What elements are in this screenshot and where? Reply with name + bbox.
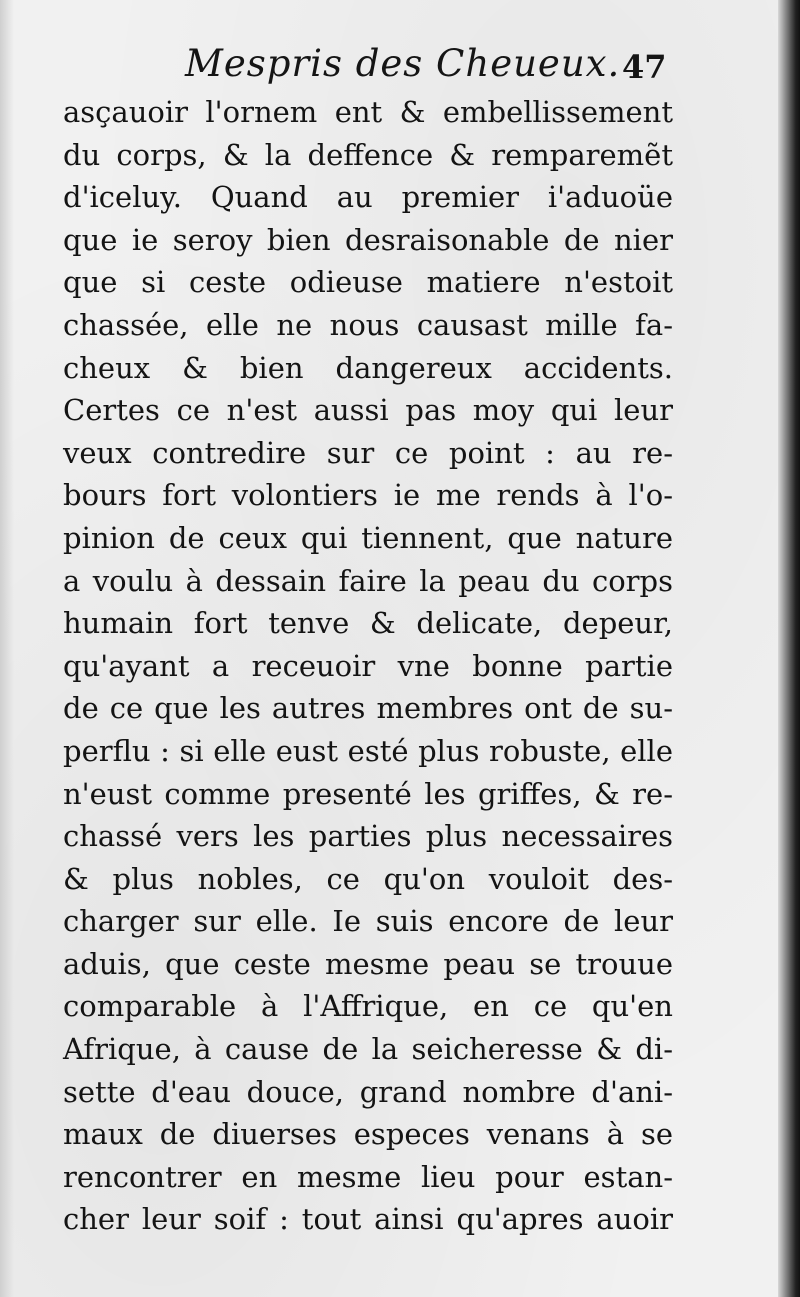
text-line: humain fort tenve & delicate, depeur, [63, 606, 673, 641]
text-line: asçauoir l'ornem ent & embellissement [63, 95, 673, 129]
text-line: qu'ayant a receuoir vne bonne partie [63, 648, 673, 683]
text-line: perflu : si elle eust esté plus robuste, elle [63, 733, 673, 768]
text-line: comparable à l'Affrique, en ce qu'en [63, 989, 673, 1024]
binding-gutter [778, 0, 800, 1297]
text-line: & plus nobles, ce qu'on vouloit des- [63, 861, 673, 896]
text-line: de ce que les autres membres ont de su- [63, 691, 673, 726]
text-line: pinion de ceux qui tiennent, que nature [63, 520, 673, 555]
text-line: maux de diuerses especes venans à se [63, 1117, 673, 1152]
text-line: d'iceluy. Quand au premier i'aduoüe [63, 180, 673, 215]
text-line: que ie seroy bien desraisonable de nier [63, 222, 673, 257]
text-line: chassé vers les parties plus necessaires [63, 819, 673, 854]
page-number: 47 [622, 48, 667, 86]
text-line: sette d'eau douce, grand nombre d'ani- [63, 1074, 673, 1109]
text-line: cheux & bien dangereux accidents. [63, 350, 673, 385]
text-line: aduis, que ceste mesme peau se trouue [63, 946, 673, 981]
text-line: bours fort volontiers ie me rends à l'o- [63, 478, 673, 513]
running-title: Mespris des Cheueux. [185, 42, 621, 85]
text-line: Certes ce n'est aussi pas moy qui leur [63, 393, 673, 428]
page-edge-shadow [0, 0, 14, 1297]
running-head [0, 42, 800, 92]
text-line: n'eust comme presenté les griffes, & re- [63, 776, 673, 811]
text-line: chassée, elle ne nous causast mille fa- [63, 307, 673, 342]
text-line: que si ceste odieuse matiere n'estoit [63, 265, 673, 300]
text-line: rencontrer en mesme lieu pour estan- [63, 1159, 673, 1194]
body-text [63, 91, 673, 1241]
text-line: Afrique, à cause de la seicheresse & di- [63, 1032, 673, 1067]
text-line: charger sur elle. Ie suis encore de leur [63, 904, 673, 939]
text-line: du corps, & la deffence & remparemẽt [63, 137, 673, 172]
text-line: cher leur soif : tout ainsi qu'apres auoir [63, 1202, 673, 1237]
text-line: veux contredire sur ce point : au re- [63, 435, 673, 470]
text-line: a voulu à dessain faire la peau du corps [63, 563, 673, 598]
